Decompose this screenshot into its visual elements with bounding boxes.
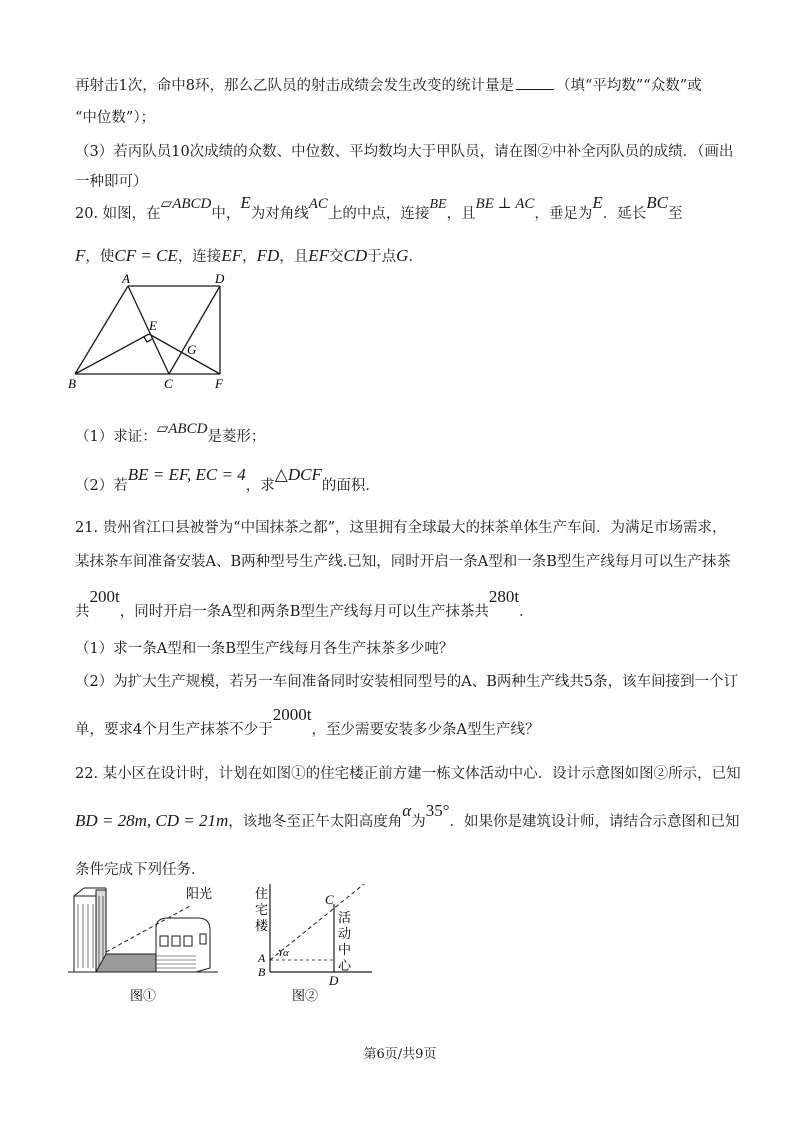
figure-2-caption: 图② <box>292 988 319 1003</box>
q20-text: ，且 <box>279 249 309 265</box>
q20-text: 中， <box>211 206 241 222</box>
q20-text: 为对角线 <box>250 206 309 222</box>
sunlight-label: 阳光 <box>186 886 213 901</box>
math-cd: CD <box>343 246 368 265</box>
answer-blank <box>516 77 554 90</box>
q20-text: （2）若 <box>75 478 128 494</box>
q20-text: ，连接 <box>177 249 222 265</box>
house-label-2: 宅 <box>255 902 269 917</box>
q21-line-4: （1）求一条A型和一条B型生产线每月各生产抹茶多少吨？ <box>75 641 454 657</box>
math-bd-cd: BD = 28m, CD = 21m <box>75 811 229 830</box>
label-c: C <box>164 376 173 391</box>
q22-line-2 <box>75 801 740 831</box>
q20-text: 的面积． <box>321 478 380 494</box>
q21-line-6 <box>75 705 540 739</box>
q20-text: ． <box>408 249 423 265</box>
math-cf-eq-ce: CF = CE <box>114 246 178 265</box>
label-e: E <box>149 318 157 333</box>
label-c: C <box>325 892 334 907</box>
math-be-eq-ef: BE = EF, EC = 4 <box>127 465 246 484</box>
q20-text: 是菱形； <box>207 429 266 445</box>
q19-text: 再射击1次，命中8环，那么乙队员的射击成绩会发生改变的统计量是 <box>75 78 514 94</box>
math-be-perp-ac: BE ⊥ AC <box>475 196 535 212</box>
q19-line-4: 一种即可） <box>75 174 148 190</box>
q19-text: （填“平均数”“众数”或 <box>555 78 702 94</box>
q20-text: ，垂足为 <box>534 206 593 222</box>
q21-text: 共 <box>75 604 90 620</box>
q20-sub-2 <box>75 465 380 495</box>
q20-sub-1 <box>75 421 266 446</box>
q21-text: ． <box>519 604 534 620</box>
math-g: G <box>396 246 409 265</box>
center-label-2: 动 <box>338 926 352 941</box>
q20-text: ，且 <box>446 206 476 222</box>
q22-text: ．如果你是建筑设计师，请结合示意图和已知 <box>449 814 740 830</box>
q20-line-1 <box>75 193 683 223</box>
q20-text: 交 <box>329 249 344 265</box>
q20-text: 至 <box>668 206 683 222</box>
math-be: BE <box>429 197 447 212</box>
math-fd: FD <box>256 246 280 265</box>
center-label-3: 中 <box>338 942 352 957</box>
label-a: A <box>258 951 266 965</box>
math-ac: AC <box>308 196 328 212</box>
label-d: D <box>329 973 339 988</box>
math-ef: EF <box>308 246 330 265</box>
label-alpha: α <box>283 947 289 959</box>
center-label-4: 心 <box>338 958 352 973</box>
q20-text: 于点 <box>367 249 397 265</box>
label-b: B <box>68 376 76 391</box>
center-label-1: 活 <box>338 910 352 925</box>
q20-text: ， <box>242 249 257 265</box>
label-d: D <box>215 272 225 286</box>
math-parallelogram: ▱ABCD <box>156 421 208 437</box>
page-number: 第6页/共9页 <box>363 1047 437 1062</box>
value-2000t: 2000t <box>272 705 312 724</box>
q21-text: ，同时开启一条A型和两条B型生产线每月可以生产抹茶共 <box>119 604 489 620</box>
q19-line-2: “中位数”）； <box>75 110 156 126</box>
parallelogram-figure <box>65 272 240 394</box>
q20-text: ，求 <box>245 478 275 494</box>
label-f: F <box>215 376 223 391</box>
math-35deg: 35° <box>425 801 450 820</box>
math-e: E <box>240 193 251 212</box>
math-alpha: α <box>402 801 412 820</box>
q21-line-2: 某抹茶车间准备安装A、B两种型号生产线.已知，同时开启一条A型和一条B型生产线每月可以生产抹茶 <box>75 554 731 570</box>
q19-line-1 <box>75 74 702 95</box>
schematic-diagram <box>250 884 385 1006</box>
q19-line-3: （3）若丙队员10次成绩的众数、中位数、平均数均大于甲队员，请在图②中补全丙队员的成绩．（画出 <box>75 144 734 160</box>
math-ef: EF <box>221 246 243 265</box>
q22-text: ，该地冬至正午太阳高度角 <box>228 814 403 830</box>
q22-line-1: 22. 某小区在设计时，计划在如图①的住宅楼正前方建一栋文体活动中心．设计示意图如图②所示，已知 <box>75 766 741 782</box>
figure-1-caption: 图① <box>130 988 157 1003</box>
math-triangle-dcf: △DCF <box>274 465 322 484</box>
q20-text: 20. 如图，在 <box>75 206 161 222</box>
q22-text: 为 <box>411 814 426 830</box>
q20-text: 上的中点，连接 <box>327 206 430 222</box>
q21-text: 单，要求4个月生产抹茶不少于 <box>75 722 273 738</box>
building-illustration <box>68 884 228 1006</box>
label-a: A <box>122 272 130 286</box>
q21-line-3 <box>75 587 534 621</box>
math-f: F <box>75 246 86 265</box>
q21-line-5: （2）为扩大生产规模，若另一车间准备同时安装相同型号的A、B两种生产线共5条，该车间接到一个订 <box>75 674 739 690</box>
value-200t: 200t <box>89 587 120 606</box>
label-b: B <box>258 965 266 979</box>
q21-line-1: 21. 贵州省江口县被誉为“中国抹茶之都”，这里拥有全球最大的抹茶单体生产车间．为满足市场需求， <box>75 520 727 536</box>
math-parallelogram: ▱ABCD <box>160 196 212 212</box>
math-bc: BC <box>646 193 668 212</box>
label-g: G <box>187 342 197 357</box>
house-label-3: 楼 <box>255 918 269 933</box>
math-e: E <box>592 193 603 212</box>
q20-text: ．延长 <box>602 206 647 222</box>
house-label-1: 住 <box>255 886 269 901</box>
value-280t: 280t <box>488 587 520 606</box>
q22-line-3: 条件完成下列任务． <box>75 862 206 878</box>
q21-text: ，至少需要安装多少条A型生产线？ <box>311 722 540 738</box>
q20-text: ，使 <box>85 249 115 265</box>
q20-text: （1）求证： <box>75 429 157 445</box>
q20-line-2 <box>75 245 423 266</box>
